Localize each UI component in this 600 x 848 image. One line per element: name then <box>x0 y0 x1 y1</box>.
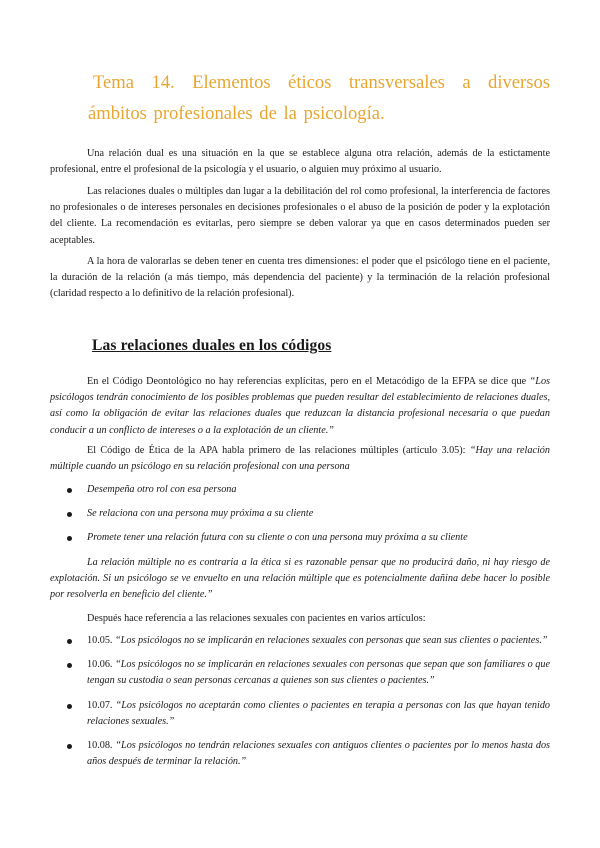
article-text: “Los psicólogos no se implicarán en relaciones sexuales con personas que sean sus clientes o pacientes.” <box>115 635 548 646</box>
article-text: “Los psicólogos no se implicarán en relaciones sexuales con personas que sepan que son familiares o que tengan su custodia o sean personas cercanas a quienes son sus clientes o pacientes.” <box>87 659 551 687</box>
apa-intro: El Código de Ética de la APA habla primero de las relaciones múltiples (artículo 3.05): <box>87 445 470 456</box>
bullet-icon <box>67 704 72 709</box>
list-item: Se relaciona con una persona muy próxima a su cliente <box>50 506 550 522</box>
bullet-icon <box>67 639 72 644</box>
list-item: Promete tener una relación futura con su cliente o con una persona muy próxima a su cliente <box>50 530 550 546</box>
article-number: 10.07. <box>87 699 116 711</box>
apa-continuation: La relación múltiple no es contraria a la ética si es razonable pensar que no producirá daño, ni hay riesgo de explotación. Si un psicólogo se ve envuelto en una relación múltiple que es potencialmente dañina debe hacer lo posible por resolverla en beneficio del cliente.” <box>50 557 550 601</box>
title-line-1: Tema 14. Elementos éticos transversales a diversos <box>93 72 550 93</box>
articles-list <box>50 633 550 770</box>
intro-paragraph-3: A la hora de valorarlas se deben tener en cuenta tres dimensiones: el poder que el psicólogo tiene en el paciente, la duración de la relación (a más tiempo, más dependencia del paciente) y la terminación de la relación profesional (claridad respecto a lo definitivo de la relación profesional). <box>50 256 550 300</box>
article-number: 10.08. <box>87 740 116 752</box>
intro-paragraph-2: Las relaciones duales o múltiples dan lugar a la debilitación del rol como profesional, la interferencia de factores no profesionales o de intereses personales en decisiones profesionales o el abuso de la posición de poder y la explotación del cliente. La recomendación es evitarlas, pero siempre se deben valorar ya que en casos determinados pueden ser aceptables. <box>50 186 550 246</box>
list-item <box>50 633 550 649</box>
page-title <box>88 67 550 129</box>
article-text: “Los psicólogos no aceptarán como clientes o pacientes en terapia a personas con las que hayan tenido relaciones sexuales.” <box>87 699 551 727</box>
list-item: Desempeña otro rol con esa persona <box>50 482 550 498</box>
efpa-paragraph <box>50 374 550 439</box>
apa-bullet-list <box>50 482 550 547</box>
article-number: 10.06. <box>87 659 116 671</box>
efpa-quote: “Los psicólogos tendrán conocimiento de los posibles problemas que pueden resultar del establecimiento de relaciones duales, así como la obligación de evitar las relaciones duales que reduzcan la distancia profesional necesaria o que puedan conducir a un conflicto de intereses o a la explotación de un cliente.” <box>50 376 551 436</box>
bullet-icon <box>67 512 72 517</box>
bullet-icon <box>67 663 72 668</box>
bullet-icon <box>67 744 72 749</box>
article-text: “Los psicólogos no tendrán relaciones sexuales con antiguos clientes o pacientes por lo menos hasta dos años después de terminar la relación.” <box>87 740 551 768</box>
bullet-icon <box>67 488 72 493</box>
efpa-intro: En el Código Deontológico no hay referencias explícitas, pero en el Metacódigo de la EFPA se dice que <box>87 376 527 387</box>
list-item <box>50 657 550 689</box>
section-heading: Las relaciones duales en los códigos <box>92 337 332 354</box>
title-line-2: ámbitos profesionales de la psicología. <box>88 103 385 124</box>
intro-paragraph-1: Una relación dual es una situación en la que se establece alguna otra relación, además de la estictamente profesional, entre el profesional de la psicología y el usuario, o alguien muy próximo al usuario. <box>50 148 550 176</box>
apa-paragraph <box>50 443 550 475</box>
list-item <box>50 738 550 770</box>
article-number: 10.05. <box>87 635 116 646</box>
list-item <box>50 698 550 730</box>
apa-quote: “Hay una relación múltiple cuando un psicólogo en su relación profesional con una persona <box>50 445 550 473</box>
sexual-relations-intro: Después hace referencia a las relaciones sexuales con pacientes en varios artículos: <box>87 613 426 624</box>
bullet-icon <box>67 536 72 541</box>
